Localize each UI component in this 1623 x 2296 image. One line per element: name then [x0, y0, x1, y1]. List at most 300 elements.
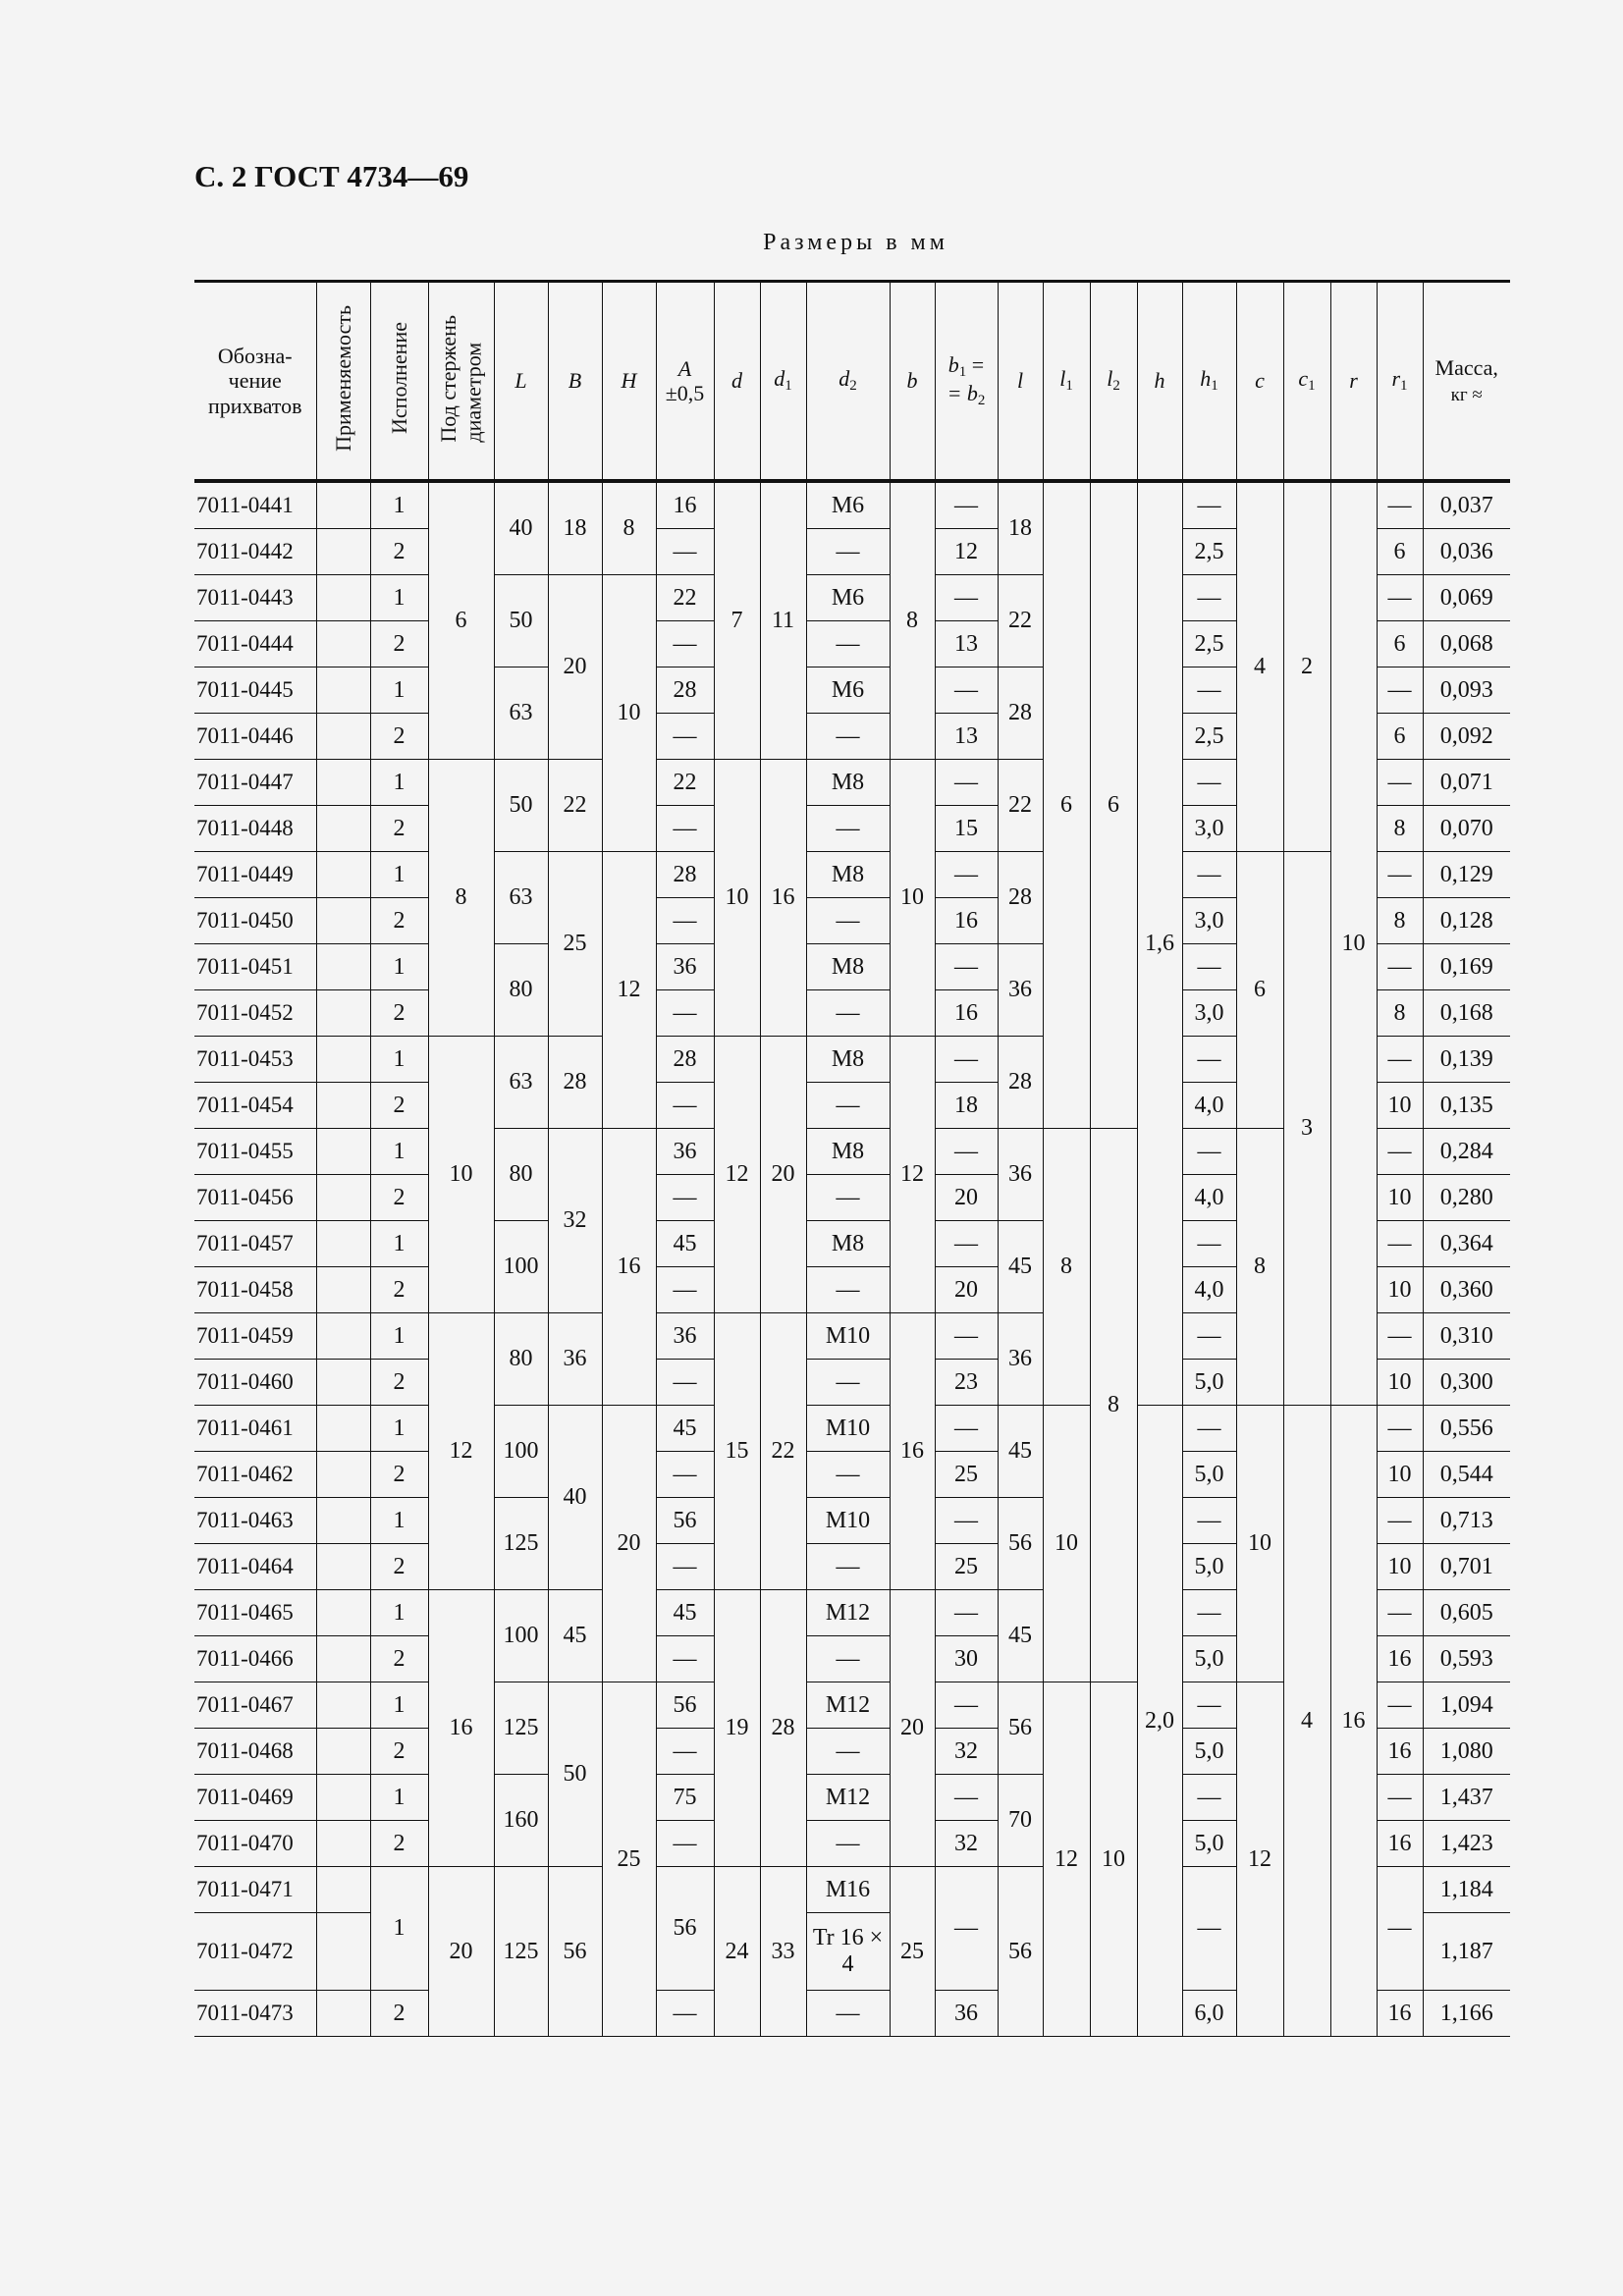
cell-r1: 10	[1377, 1544, 1423, 1590]
cell-applicability	[316, 481, 370, 529]
cell-b: 12	[890, 1037, 935, 1313]
cell-applicability	[316, 1452, 370, 1498]
page-header: С. 2 ГОСТ 4734—69	[194, 159, 469, 193]
cell-L: 125	[494, 1682, 548, 1775]
cell-execution: 2	[370, 898, 428, 944]
cell-r1: 10	[1377, 1267, 1423, 1313]
cell-A: 22	[656, 760, 714, 806]
cell-applicability	[316, 1590, 370, 1636]
cell-c1: 2	[1283, 481, 1330, 852]
cell-designation: 7011-0465	[194, 1590, 316, 1636]
cell-b1b2: —	[935, 1221, 998, 1267]
cell-h1: —	[1182, 1129, 1236, 1175]
cell-d2: M8	[806, 1221, 890, 1267]
cell-d1: 20	[760, 1037, 806, 1313]
cell-designation: 7011-0442	[194, 529, 316, 575]
cell-designation: 7011-0462	[194, 1452, 316, 1498]
cell-B: 36	[548, 1313, 602, 1406]
cell-execution: 1	[370, 1682, 428, 1729]
cell-applicability	[316, 1991, 370, 2037]
cell-d2: —	[806, 1083, 890, 1129]
cell-applicability	[316, 1267, 370, 1313]
cell-A: —	[656, 1729, 714, 1775]
cell-mass: 0,070	[1423, 806, 1510, 852]
cell-b1b2: 13	[935, 621, 998, 667]
cell-b1b2: 20	[935, 1267, 998, 1313]
cell-mass: 1,094	[1423, 1682, 1510, 1729]
cell-A: —	[656, 1175, 714, 1221]
cell-b1b2: 25	[935, 1452, 998, 1498]
cell-execution: 1	[370, 1221, 428, 1267]
cell-b1b2: —	[935, 481, 998, 529]
cell-d: 12	[714, 1037, 760, 1313]
cell-b1b2: 16	[935, 898, 998, 944]
cell-mass: 0,093	[1423, 667, 1510, 714]
cell-h1: 4,0	[1182, 1083, 1236, 1129]
cell-applicability	[316, 944, 370, 990]
cell-applicability	[316, 575, 370, 621]
header-d2: $d_2$	[806, 282, 890, 482]
cell-d2: —	[806, 1821, 890, 1867]
cell-designation: 7011-0441	[194, 481, 316, 529]
cell-h1: 5,0	[1182, 1636, 1236, 1682]
cell-l: 28	[998, 852, 1043, 944]
cell-r1: 16	[1377, 1991, 1423, 2037]
header-l2: $l_2$	[1090, 282, 1137, 482]
cell-h1: —	[1182, 667, 1236, 714]
cell-applicability	[316, 1129, 370, 1175]
cell-d2: M8	[806, 760, 890, 806]
cell-b1b2: 32	[935, 1821, 998, 1867]
cell-applicability	[316, 1729, 370, 1775]
cell-rod: 16	[428, 1590, 494, 1867]
cell-r1: —	[1377, 1221, 1423, 1267]
cell-h: 1,6	[1137, 481, 1182, 1406]
cell-B: 20	[548, 575, 602, 760]
cell-d2: M12	[806, 1775, 890, 1821]
cell-designation: 7011-0468	[194, 1729, 316, 1775]
cell-r1: —	[1377, 1313, 1423, 1360]
cell-mass: 0,605	[1423, 1590, 1510, 1636]
cell-execution: 1	[370, 1313, 428, 1360]
cell-rod: 8	[428, 760, 494, 1037]
cell-mass: 1,437	[1423, 1775, 1510, 1821]
cell-b1b2: 25	[935, 1544, 998, 1590]
cell-l1: 8	[1043, 1129, 1090, 1406]
cell-h1: 6,0	[1182, 1991, 1236, 2037]
cell-mass: 0,284	[1423, 1129, 1510, 1175]
cell-applicability	[316, 806, 370, 852]
cell-h1: 3,0	[1182, 806, 1236, 852]
cell-h1: 3,0	[1182, 990, 1236, 1037]
cell-A: —	[656, 621, 714, 667]
header-b1-b2: $b_1$ = = $b_2$	[935, 282, 998, 482]
cell-d: 19	[714, 1590, 760, 1867]
cell-designation: 7011-0445	[194, 667, 316, 714]
cell-h1: —	[1182, 1867, 1236, 1991]
cell-mass: 0,037	[1423, 481, 1510, 529]
cell-d2: —	[806, 529, 890, 575]
cell-A: —	[656, 1452, 714, 1498]
cell-designation: 7011-0449	[194, 852, 316, 898]
cell-mass: 0,544	[1423, 1452, 1510, 1498]
cell-r1: —	[1377, 1775, 1423, 1821]
cell-l: 56	[998, 1867, 1043, 2037]
cell-d2: —	[806, 1175, 890, 1221]
cell-mass: 0,713	[1423, 1498, 1510, 1544]
cell-l2: 6	[1090, 481, 1137, 1129]
header-row	[194, 282, 1510, 482]
cell-h1: —	[1182, 852, 1236, 898]
cell-b1b2: —	[935, 1498, 998, 1544]
cell-d: 10	[714, 760, 760, 1037]
cell-execution: 1	[370, 944, 428, 990]
cell-L: 80	[494, 944, 548, 1037]
cell-r1: 6	[1377, 714, 1423, 760]
cell-designation: 7011-0461	[194, 1406, 316, 1452]
cell-d2: —	[806, 1544, 890, 1590]
cell-d2: M8	[806, 852, 890, 898]
cell-b1b2: 30	[935, 1636, 998, 1682]
clamp-dimensions-table	[194, 280, 1510, 2037]
header-d1: $d_1$	[760, 282, 806, 482]
cell-execution: 2	[370, 1360, 428, 1406]
cell-applicability	[316, 1313, 370, 1360]
cell-B: 50	[548, 1682, 602, 1867]
cell-mass: 0,701	[1423, 1544, 1510, 1590]
cell-execution: 1	[370, 1498, 428, 1544]
cell-h1: —	[1182, 1682, 1236, 1729]
cell-b1b2: —	[935, 1129, 998, 1175]
cell-L: 80	[494, 1129, 548, 1221]
cell-c1: 4	[1283, 1406, 1330, 2037]
cell-applicability	[316, 1083, 370, 1129]
cell-mass: 0,036	[1423, 529, 1510, 575]
cell-h1: 3,0	[1182, 898, 1236, 944]
cell-h1: 4,0	[1182, 1175, 1236, 1221]
header-rod-diameter: Под стержень диаметром	[428, 282, 494, 482]
cell-mass: 0,300	[1423, 1360, 1510, 1406]
cell-h1: 4,0	[1182, 1267, 1236, 1313]
cell-execution: 2	[370, 529, 428, 575]
cell-execution: 2	[370, 1175, 428, 1221]
cell-r1: 10	[1377, 1083, 1423, 1129]
header-A: A ±0,5	[656, 282, 714, 482]
cell-d2: M16	[806, 1867, 890, 1913]
cell-d2: M6	[806, 667, 890, 714]
cell-h1: 5,0	[1182, 1821, 1236, 1867]
cell-L: 160	[494, 1775, 548, 1867]
cell-applicability	[316, 1867, 370, 1913]
cell-L: 50	[494, 760, 548, 852]
cell-designation: 7011-0460	[194, 1360, 316, 1406]
cell-d2: M6	[806, 481, 890, 529]
cell-b: 20	[890, 1590, 935, 1867]
cell-H: 25	[602, 1682, 656, 2037]
cell-execution: 2	[370, 1544, 428, 1590]
cell-H: 10	[602, 575, 656, 852]
cell-execution: 1	[370, 1775, 428, 1821]
cell-b1b2: —	[935, 760, 998, 806]
cell-b: 8	[890, 481, 935, 760]
cell-l: 45	[998, 1406, 1043, 1498]
header-designation: Обозна- чение прихватов	[194, 282, 316, 482]
cell-l: 36	[998, 944, 1043, 1037]
cell-mass: 0,593	[1423, 1636, 1510, 1682]
cell-r1: —	[1377, 852, 1423, 898]
cell-A: —	[656, 806, 714, 852]
cell-designation: 7011-0472	[194, 1913, 316, 1991]
cell-d2: —	[806, 1729, 890, 1775]
header-B: B	[548, 282, 602, 482]
cell-d2: M10	[806, 1406, 890, 1452]
cell-mass: 0,168	[1423, 990, 1510, 1037]
cell-r1: 10	[1377, 1452, 1423, 1498]
cell-H: 20	[602, 1406, 656, 1682]
cell-mass: 0,128	[1423, 898, 1510, 944]
cell-A: —	[656, 1267, 714, 1313]
cell-d2: —	[806, 1267, 890, 1313]
cell-h1: 5,0	[1182, 1360, 1236, 1406]
cell-rod: 20	[428, 1867, 494, 2037]
cell-designation: 7011-0470	[194, 1821, 316, 1867]
cell-h1: —	[1182, 1313, 1236, 1360]
cell-h1: —	[1182, 1498, 1236, 1544]
header-mass: Масса, кг ≈	[1423, 282, 1510, 482]
cell-applicability	[316, 1360, 370, 1406]
cell-mass: 0,139	[1423, 1037, 1510, 1083]
cell-d2: —	[806, 1636, 890, 1682]
cell-d2: M6	[806, 575, 890, 621]
cell-d1: 22	[760, 1313, 806, 1590]
cell-L: 50	[494, 575, 548, 667]
cell-B: 32	[548, 1129, 602, 1313]
cell-mass: 1,184	[1423, 1867, 1510, 1913]
cell-r: 10	[1330, 481, 1377, 1406]
cell-execution: 2	[370, 714, 428, 760]
cell-designation: 7011-0464	[194, 1544, 316, 1590]
cell-r1: 8	[1377, 898, 1423, 944]
cell-b1b2: 15	[935, 806, 998, 852]
cell-b1b2: —	[935, 1406, 998, 1452]
cell-r1: —	[1377, 575, 1423, 621]
cell-d2: —	[806, 621, 890, 667]
cell-d: 7	[714, 481, 760, 760]
cell-applicability	[316, 1821, 370, 1867]
cell-applicability	[316, 852, 370, 898]
cell-d2: M8	[806, 944, 890, 990]
cell-b1b2: 23	[935, 1360, 998, 1406]
cell-r1: —	[1377, 760, 1423, 806]
cell-execution: 1	[370, 667, 428, 714]
header-L: L	[494, 282, 548, 482]
cell-d: 24	[714, 1867, 760, 2037]
cell-d2: —	[806, 714, 890, 760]
cell-h1: 2,5	[1182, 621, 1236, 667]
cell-designation: 7011-0459	[194, 1313, 316, 1360]
cell-mass: 0,092	[1423, 714, 1510, 760]
cell-b: 10	[890, 760, 935, 1037]
cell-mass: 0,280	[1423, 1175, 1510, 1221]
cell-A: 45	[656, 1406, 714, 1452]
cell-execution: 2	[370, 1636, 428, 1682]
header-execution: Исполнение	[370, 282, 428, 482]
cell-A: 36	[656, 1129, 714, 1175]
cell-execution: 1	[370, 1406, 428, 1452]
cell-rod: 10	[428, 1037, 494, 1313]
cell-applicability	[316, 621, 370, 667]
cell-A: —	[656, 529, 714, 575]
cell-A: 36	[656, 1313, 714, 1360]
cell-h1: —	[1182, 481, 1236, 529]
cell-b1b2: —	[935, 944, 998, 990]
cell-execution: 2	[370, 990, 428, 1037]
cell-designation: 7011-0447	[194, 760, 316, 806]
cell-A: 22	[656, 575, 714, 621]
cell-h1: 5,0	[1182, 1729, 1236, 1775]
cell-d1: 33	[760, 1867, 806, 2037]
cell-A: —	[656, 714, 714, 760]
cell-B: 22	[548, 760, 602, 852]
table-row	[194, 1406, 1510, 1452]
cell-designation: 7011-0469	[194, 1775, 316, 1821]
cell-d2: M10	[806, 1313, 890, 1360]
cell-A: 56	[656, 1867, 714, 1991]
cell-execution: 2	[370, 806, 428, 852]
cell-c: 12	[1236, 1682, 1283, 2037]
cell-execution: 1	[370, 481, 428, 529]
cell-B: 18	[548, 481, 602, 575]
cell-applicability	[316, 714, 370, 760]
cell-mass: 1,423	[1423, 1821, 1510, 1867]
cell-designation: 7011-0443	[194, 575, 316, 621]
cell-designation: 7011-0451	[194, 944, 316, 990]
cell-r1: 16	[1377, 1821, 1423, 1867]
cell-execution: 1	[370, 575, 428, 621]
cell-h1: —	[1182, 1221, 1236, 1267]
cell-r1: 8	[1377, 990, 1423, 1037]
cell-B: 28	[548, 1037, 602, 1129]
cell-execution: 1	[370, 1037, 428, 1083]
cell-d1: 28	[760, 1590, 806, 1867]
cell-mass: 0,135	[1423, 1083, 1510, 1129]
header-r: r	[1330, 282, 1377, 482]
cell-A: 75	[656, 1775, 714, 1821]
cell-mass: 1,187	[1423, 1913, 1510, 1991]
cell-b1b2: —	[935, 1313, 998, 1360]
cell-l: 36	[998, 1129, 1043, 1221]
cell-r1: 8	[1377, 806, 1423, 852]
header-d: d	[714, 282, 760, 482]
header-applicability: Применяемость	[316, 282, 370, 482]
cell-d: 15	[714, 1313, 760, 1590]
cell-L: 100	[494, 1221, 548, 1313]
cell-applicability	[316, 1498, 370, 1544]
cell-L: 63	[494, 852, 548, 944]
cell-r1: —	[1377, 1682, 1423, 1729]
cell-B: 25	[548, 852, 602, 1037]
cell-d2: M8	[806, 1129, 890, 1175]
cell-designation: 7011-0454	[194, 1083, 316, 1129]
cell-B: 56	[548, 1867, 602, 2037]
cell-b1b2: 16	[935, 990, 998, 1037]
cell-c1: 3	[1283, 852, 1330, 1406]
cell-A: —	[656, 1821, 714, 1867]
cell-d2: —	[806, 990, 890, 1037]
cell-h1: 5,0	[1182, 1544, 1236, 1590]
cell-h1: 2,5	[1182, 714, 1236, 760]
cell-designation: 7011-0471	[194, 1867, 316, 1913]
cell-designation: 7011-0448	[194, 806, 316, 852]
cell-h1: —	[1182, 1406, 1236, 1452]
cell-execution: 2	[370, 621, 428, 667]
header-h1: $h_1$	[1182, 282, 1236, 482]
cell-L: 63	[494, 1037, 548, 1129]
cell-execution: 2	[370, 1083, 428, 1129]
cell-mass: 0,556	[1423, 1406, 1510, 1452]
header-b: b	[890, 282, 935, 482]
cell-designation: 7011-0473	[194, 1991, 316, 2037]
cell-r1: 6	[1377, 529, 1423, 575]
cell-execution: 1	[370, 1129, 428, 1175]
cell-designation: 7011-0456	[194, 1175, 316, 1221]
cell-c: 4	[1236, 481, 1283, 852]
cell-r1: —	[1377, 1590, 1423, 1636]
cell-A: 56	[656, 1682, 714, 1729]
cell-l: 22	[998, 575, 1043, 667]
cell-d2: —	[806, 898, 890, 944]
cell-H: 12	[602, 852, 656, 1129]
cell-applicability	[316, 1636, 370, 1682]
cell-rod: 12	[428, 1313, 494, 1590]
cell-execution: 1	[370, 760, 428, 806]
cell-l: 22	[998, 760, 1043, 852]
cell-rod: 6	[428, 481, 494, 760]
cell-r1: 16	[1377, 1729, 1423, 1775]
cell-l: 28	[998, 667, 1043, 760]
cell-h1: 5,0	[1182, 1452, 1236, 1498]
cell-designation: 7011-0467	[194, 1682, 316, 1729]
cell-h1: —	[1182, 1775, 1236, 1821]
header-H: H	[602, 282, 656, 482]
cell-r1: 10	[1377, 1360, 1423, 1406]
cell-L: 125	[494, 1498, 548, 1590]
cell-A: —	[656, 1544, 714, 1590]
cell-d2: —	[806, 806, 890, 852]
cell-b1b2: —	[935, 575, 998, 621]
cell-h1: —	[1182, 1037, 1236, 1083]
cell-r1: —	[1377, 1037, 1423, 1083]
cell-h1: —	[1182, 944, 1236, 990]
cell-L: 80	[494, 1313, 548, 1406]
cell-designation: 7011-0452	[194, 990, 316, 1037]
cell-b1b2: 18	[935, 1083, 998, 1129]
cell-execution: 2	[370, 1452, 428, 1498]
header-h: h	[1137, 282, 1182, 482]
cell-l: 70	[998, 1775, 1043, 1867]
cell-l2: 10	[1090, 1682, 1137, 2037]
header-c1: $c_1$	[1283, 282, 1330, 482]
cell-b1b2: —	[935, 667, 998, 714]
cell-l2: 8	[1090, 1129, 1137, 1682]
cell-L: 40	[494, 481, 548, 575]
cell-l: 18	[998, 481, 1043, 575]
cell-r1: —	[1377, 481, 1423, 529]
cell-A: 28	[656, 1037, 714, 1083]
cell-r1: —	[1377, 1406, 1423, 1452]
cell-A: 16	[656, 481, 714, 529]
cell-h1: —	[1182, 760, 1236, 806]
